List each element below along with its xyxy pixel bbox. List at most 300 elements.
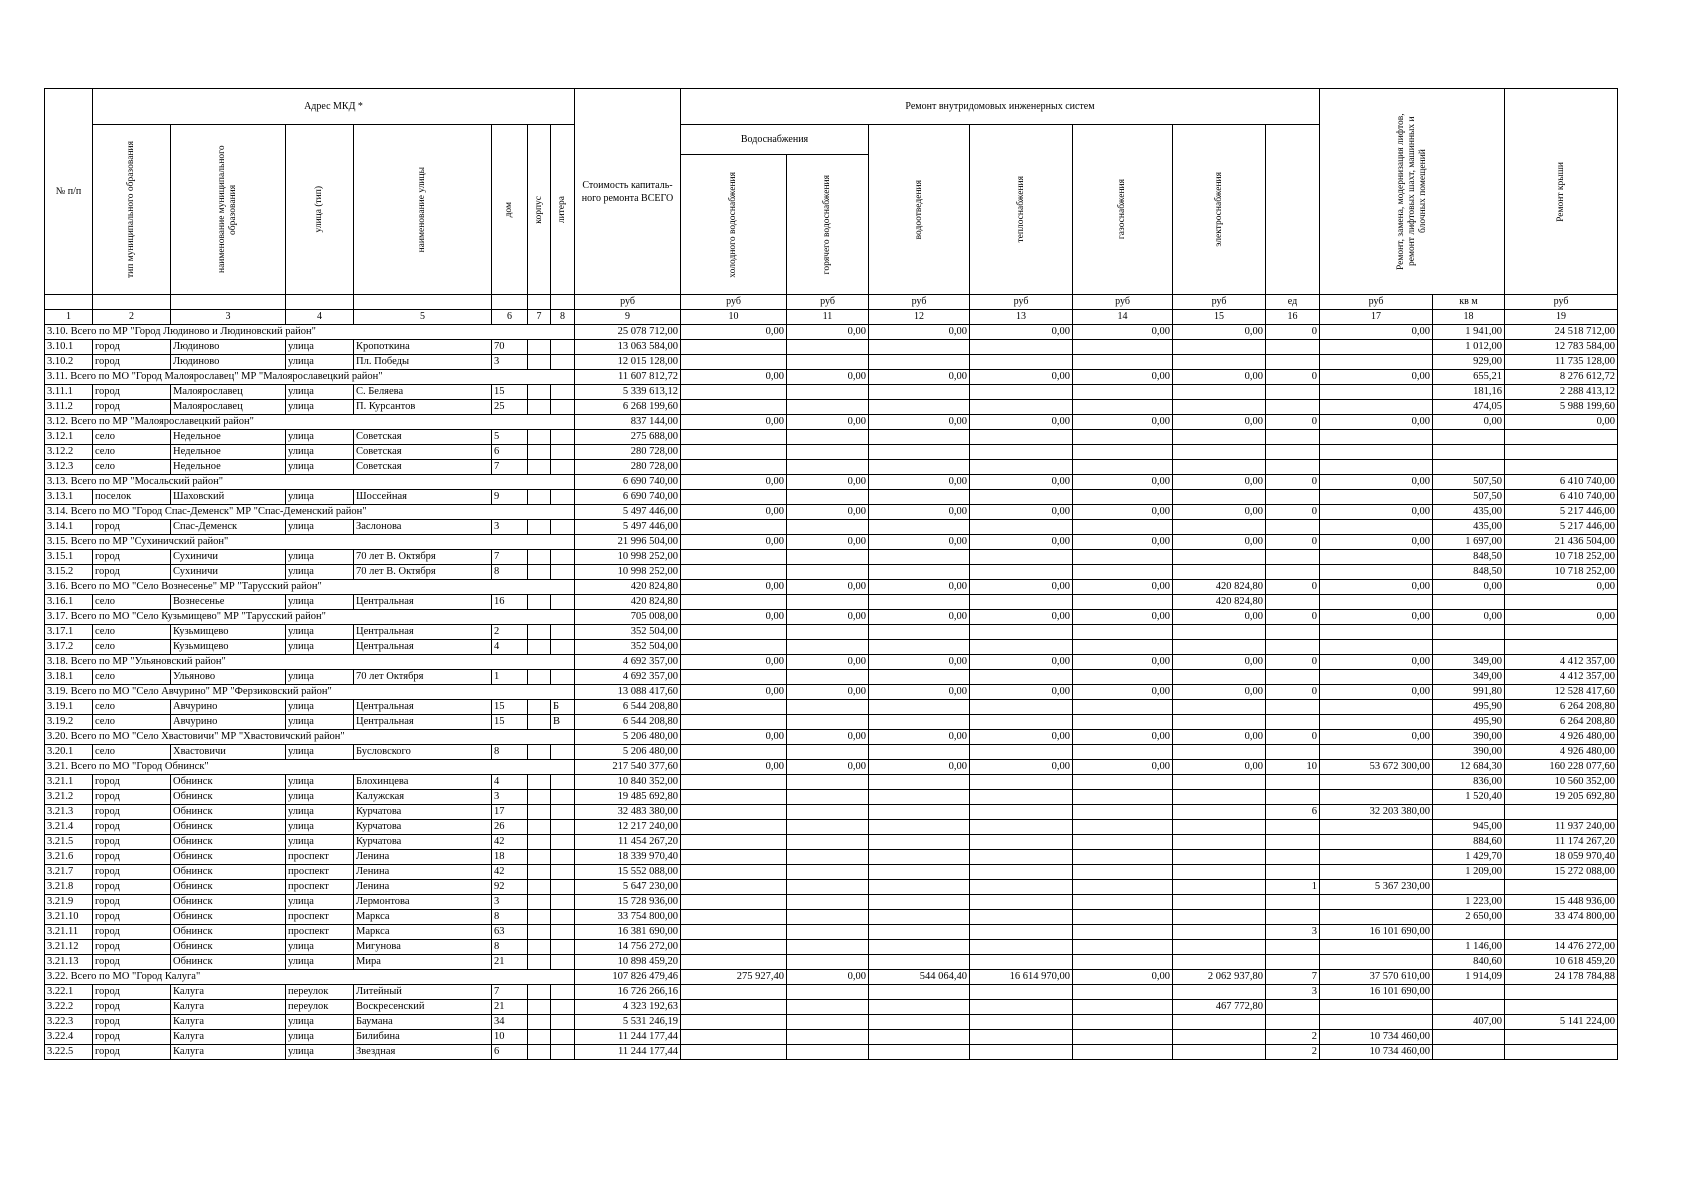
- value-cell: [1320, 715, 1433, 730]
- value-cell: 5 531 246,19: [575, 1015, 681, 1030]
- value-cell: [1073, 835, 1173, 850]
- value-cell: [681, 1030, 787, 1045]
- address-cell: Калуга: [171, 1000, 286, 1015]
- value-cell: [1073, 550, 1173, 565]
- address-cell: [528, 850, 551, 865]
- value-cell: 0: [1266, 325, 1320, 340]
- value-cell: [1073, 955, 1173, 970]
- address-cell: 3.21.9: [45, 895, 93, 910]
- value-cell: [970, 790, 1073, 805]
- address-cell: 2: [492, 625, 528, 640]
- value-cell: [681, 445, 787, 460]
- value-cell: [681, 805, 787, 820]
- address-cell: [551, 925, 575, 940]
- table-row: [45, 835, 1618, 850]
- value-cell: [681, 1015, 787, 1030]
- value-cell: 16 726 266,16: [575, 985, 681, 1000]
- address-cell: Центральная: [354, 625, 492, 640]
- value-cell: [1073, 745, 1173, 760]
- value-cell: [681, 625, 787, 640]
- value-cell: [1073, 355, 1173, 370]
- value-cell: [1320, 835, 1433, 850]
- address-group-header: Адрес МКД *: [93, 89, 575, 125]
- table-header: [45, 89, 1618, 325]
- value-cell: 11 244 177,44: [575, 1030, 681, 1045]
- value-cell: [869, 625, 970, 640]
- value-cell: [1073, 385, 1173, 400]
- value-cell: [787, 715, 869, 730]
- address-cell: город: [93, 895, 171, 910]
- address-cell: Вознесенье: [171, 595, 286, 610]
- address-cell: В: [551, 715, 575, 730]
- address-cell: 15: [492, 700, 528, 715]
- value-cell: 945,00: [1433, 820, 1505, 835]
- value-cell: 390,00: [1433, 745, 1505, 760]
- value-cell: 5 497 446,00: [575, 505, 681, 520]
- value-cell: 0,00: [1073, 655, 1173, 670]
- value-cell: [869, 460, 970, 475]
- value-cell: [869, 340, 970, 355]
- value-cell: [869, 670, 970, 685]
- unit-cell: кв м: [1433, 295, 1505, 310]
- value-cell: 0,00: [787, 580, 869, 595]
- value-cell: [787, 460, 869, 475]
- value-cell: [869, 550, 970, 565]
- address-cell: Недельное: [171, 430, 286, 445]
- address-cell: 3.22.1: [45, 985, 93, 1000]
- value-cell: 2: [1266, 1030, 1320, 1045]
- eng-col-header: холодного водоснабжения: [681, 155, 787, 295]
- value-cell: 0,00: [681, 730, 787, 745]
- address-cell: город: [93, 1000, 171, 1015]
- value-cell: [681, 460, 787, 475]
- value-cell: [681, 880, 787, 895]
- value-cell: [1505, 1030, 1618, 1045]
- value-cell: [1266, 550, 1320, 565]
- value-cell: 14 756 272,00: [575, 940, 681, 955]
- address-cell: 3.12.3: [45, 460, 93, 475]
- value-cell: [681, 1000, 787, 1015]
- value-cell: [1433, 985, 1505, 1000]
- value-cell: [1266, 1015, 1320, 1030]
- value-cell: [1266, 340, 1320, 355]
- table-row: [45, 940, 1618, 955]
- value-cell: 12 217 240,00: [575, 820, 681, 835]
- address-cell: 1: [492, 670, 528, 685]
- value-cell: 181,16: [1433, 385, 1505, 400]
- value-cell: 217 540 377,60: [575, 760, 681, 775]
- address-cell: 3: [492, 520, 528, 535]
- value-cell: [1320, 865, 1433, 880]
- value-cell: 160 228 077,60: [1505, 760, 1618, 775]
- value-cell: 0,00: [681, 655, 787, 670]
- value-cell: [1266, 565, 1320, 580]
- value-cell: 0,00: [681, 535, 787, 550]
- address-cell: Авчурино: [171, 700, 286, 715]
- value-cell: [1266, 865, 1320, 880]
- address-cell: 3.22.5: [45, 1045, 93, 1060]
- address-cell: [551, 1045, 575, 1060]
- address-cell: село: [93, 670, 171, 685]
- value-cell: 0,00: [681, 505, 787, 520]
- subtotal-row: [45, 535, 1618, 550]
- value-cell: [869, 445, 970, 460]
- value-cell: [681, 940, 787, 955]
- address-cell: С. Беляева: [354, 385, 492, 400]
- value-cell: 12 015 128,00: [575, 355, 681, 370]
- value-cell: 0,00: [1173, 415, 1266, 430]
- value-cell: 0,00: [681, 685, 787, 700]
- value-cell: [970, 850, 1073, 865]
- address-cell: 3.15.1: [45, 550, 93, 565]
- value-cell: [1266, 1000, 1320, 1015]
- address-cell: 8: [492, 910, 528, 925]
- address-cell: 70 лет В. Октября: [354, 565, 492, 580]
- value-cell: 836,00: [1433, 775, 1505, 790]
- address-cell: улица: [286, 745, 354, 760]
- address-cell: [528, 670, 551, 685]
- address-cell: [551, 910, 575, 925]
- value-cell: 5 339 613,12: [575, 385, 681, 400]
- value-cell: 0,00: [1073, 325, 1173, 340]
- value-cell: 1 697,00: [1433, 535, 1505, 550]
- engineering-group-header: Ремонт внутридомовых инженерных систем: [681, 89, 1320, 125]
- value-cell: [869, 985, 970, 1000]
- value-cell: [787, 775, 869, 790]
- address-cell: 3.21.4: [45, 820, 93, 835]
- value-cell: 275 688,00: [575, 430, 681, 445]
- col-index: 15: [1173, 310, 1266, 325]
- address-cell: улица: [286, 1030, 354, 1045]
- value-cell: [787, 835, 869, 850]
- value-cell: [970, 880, 1073, 895]
- value-cell: [787, 700, 869, 715]
- units-row: [45, 295, 1618, 310]
- address-cell: [551, 520, 575, 535]
- address-cell: село: [93, 715, 171, 730]
- value-cell: 0,00: [681, 370, 787, 385]
- value-cell: [681, 565, 787, 580]
- value-cell: [681, 340, 787, 355]
- address-cell: улица: [286, 700, 354, 715]
- address-cell: 8: [492, 565, 528, 580]
- address-cell: город: [93, 955, 171, 970]
- value-cell: [1433, 1000, 1505, 1015]
- addr-col-header: дом: [492, 125, 528, 295]
- subtotal-label: 3.19. Всего по МО "Село Авчурино" МР "Ферзиковский район": [45, 685, 575, 700]
- address-cell: 3.11.2: [45, 400, 93, 415]
- address-cell: улица: [286, 835, 354, 850]
- subtotal-row: [45, 505, 1618, 520]
- value-cell: [1073, 1000, 1173, 1015]
- value-cell: 705 008,00: [575, 610, 681, 625]
- value-cell: 0,00: [1320, 535, 1433, 550]
- subtotal-row: [45, 610, 1618, 625]
- table-row: [45, 715, 1618, 730]
- address-cell: Блохинцева: [354, 775, 492, 790]
- address-cell: 3.19.2: [45, 715, 93, 730]
- address-cell: Обнинск: [171, 865, 286, 880]
- value-cell: 2 062 937,80: [1173, 970, 1266, 985]
- address-cell: [551, 460, 575, 475]
- value-cell: [1320, 1000, 1433, 1015]
- address-cell: переулок: [286, 985, 354, 1000]
- value-cell: [1073, 940, 1173, 955]
- value-cell: [1433, 925, 1505, 940]
- address-cell: Литейный: [354, 985, 492, 1000]
- address-cell: 3.19.1: [45, 700, 93, 715]
- subtotal-label: 3.17. Всего по МО "Село Кузьмищево" МР "Тарусский район": [45, 610, 575, 625]
- value-cell: [1320, 895, 1433, 910]
- value-cell: 6 410 740,00: [1505, 490, 1618, 505]
- address-cell: переулок: [286, 1000, 354, 1015]
- address-cell: [551, 445, 575, 460]
- value-cell: [970, 865, 1073, 880]
- value-cell: 6 544 208,80: [575, 715, 681, 730]
- value-cell: 0,00: [1073, 580, 1173, 595]
- value-cell: [970, 400, 1073, 415]
- value-cell: 0,00: [869, 760, 970, 775]
- value-cell: 0,00: [681, 475, 787, 490]
- address-cell: село: [93, 460, 171, 475]
- address-cell: Воскресенский: [354, 1000, 492, 1015]
- address-cell: 7: [492, 460, 528, 475]
- value-cell: [1073, 910, 1173, 925]
- value-cell: [1173, 400, 1266, 415]
- value-cell: [1073, 565, 1173, 580]
- value-cell: 0,00: [787, 415, 869, 430]
- address-cell: Пл. Победы: [354, 355, 492, 370]
- address-cell: [528, 985, 551, 1000]
- value-cell: 0,00: [1173, 535, 1266, 550]
- value-cell: [869, 955, 970, 970]
- subtotal-row: [45, 685, 1618, 700]
- subtotal-label: 3.15. Всего по МР "Сухиничский район": [45, 535, 575, 550]
- value-cell: 0,00: [681, 610, 787, 625]
- value-cell: [681, 640, 787, 655]
- value-cell: [681, 850, 787, 865]
- value-cell: 420 824,80: [575, 595, 681, 610]
- address-cell: [551, 340, 575, 355]
- value-cell: 1 520,40: [1433, 790, 1505, 805]
- table-row: [45, 895, 1618, 910]
- value-cell: [681, 490, 787, 505]
- address-cell: 70 лет Октября: [354, 670, 492, 685]
- value-cell: [1173, 385, 1266, 400]
- col-index: 1: [45, 310, 93, 325]
- address-cell: Обнинск: [171, 820, 286, 835]
- value-cell: 18 339 970,40: [575, 850, 681, 865]
- table-row: [45, 385, 1618, 400]
- address-cell: 3.22.3: [45, 1015, 93, 1030]
- address-cell: [528, 1015, 551, 1030]
- value-cell: 1 223,00: [1433, 895, 1505, 910]
- value-cell: [681, 745, 787, 760]
- value-cell: [869, 790, 970, 805]
- address-cell: Обнинск: [171, 925, 286, 940]
- value-cell: 10 718 252,00: [1505, 565, 1618, 580]
- value-cell: 0,00: [869, 730, 970, 745]
- value-cell: 0,00: [1320, 325, 1433, 340]
- address-cell: [528, 925, 551, 940]
- value-cell: 1 209,00: [1433, 865, 1505, 880]
- value-cell: 0,00: [869, 475, 970, 490]
- value-cell: 884,60: [1433, 835, 1505, 850]
- value-cell: [970, 1015, 1073, 1030]
- value-cell: [1320, 385, 1433, 400]
- value-cell: 0: [1266, 370, 1320, 385]
- col-index: 9: [575, 310, 681, 325]
- value-cell: [1266, 955, 1320, 970]
- value-cell: [970, 565, 1073, 580]
- address-cell: село: [93, 700, 171, 715]
- value-cell: 0,00: [970, 655, 1073, 670]
- value-cell: 2 288 413,12: [1505, 385, 1618, 400]
- address-cell: Ленина: [354, 865, 492, 880]
- value-cell: 16 381 690,00: [575, 925, 681, 940]
- address-cell: Центральная: [354, 700, 492, 715]
- address-cell: город: [93, 835, 171, 850]
- address-cell: улица: [286, 775, 354, 790]
- value-cell: [1320, 460, 1433, 475]
- address-cell: город: [93, 355, 171, 370]
- value-cell: 5 988 199,60: [1505, 400, 1618, 415]
- value-cell: 275 927,40: [681, 970, 787, 985]
- address-cell: 18: [492, 850, 528, 865]
- address-cell: Курчатова: [354, 835, 492, 850]
- unit-cell: руб: [970, 295, 1073, 310]
- value-cell: [681, 955, 787, 970]
- subtotal-label: 3.16. Всего по МО "Село Вознесенье" МР "Тарусский район": [45, 580, 575, 595]
- value-cell: 420 824,80: [1173, 595, 1266, 610]
- address-cell: [528, 910, 551, 925]
- table-row: [45, 1045, 1618, 1060]
- address-cell: Центральная: [354, 715, 492, 730]
- address-cell: [551, 805, 575, 820]
- address-cell: 3.21.3: [45, 805, 93, 820]
- address-cell: Билибина: [354, 1030, 492, 1045]
- address-cell: улица: [286, 940, 354, 955]
- value-cell: 0,00: [970, 610, 1073, 625]
- value-cell: [787, 490, 869, 505]
- value-cell: 0,00: [1073, 475, 1173, 490]
- value-cell: 32 203 380,00: [1320, 805, 1433, 820]
- value-cell: [1173, 910, 1266, 925]
- value-cell: [787, 430, 869, 445]
- col-index: 4: [286, 310, 354, 325]
- col-index: 16: [1266, 310, 1320, 325]
- value-cell: [1073, 805, 1173, 820]
- value-cell: [1073, 400, 1173, 415]
- value-cell: 0,00: [787, 970, 869, 985]
- value-cell: 0,00: [869, 415, 970, 430]
- value-cell: 655,21: [1433, 370, 1505, 385]
- address-cell: 42: [492, 835, 528, 850]
- table-row: [45, 865, 1618, 880]
- address-cell: 15: [492, 715, 528, 730]
- value-cell: [869, 1030, 970, 1045]
- value-cell: 24 518 712,00: [1505, 325, 1618, 340]
- address-cell: село: [93, 445, 171, 460]
- table-row: [45, 1000, 1618, 1015]
- table-row: [45, 550, 1618, 565]
- value-cell: [787, 865, 869, 880]
- eng-col-header: газоснабжения: [1073, 125, 1173, 295]
- address-cell: город: [93, 820, 171, 835]
- address-cell: Кузьмищево: [171, 625, 286, 640]
- value-cell: 3: [1266, 985, 1320, 1000]
- address-cell: город: [93, 880, 171, 895]
- value-cell: [1173, 625, 1266, 640]
- col-index: 3: [171, 310, 286, 325]
- value-cell: [1073, 865, 1173, 880]
- unit-cell: ед: [1266, 295, 1320, 310]
- value-cell: [970, 625, 1073, 640]
- value-cell: [970, 445, 1073, 460]
- value-cell: [787, 985, 869, 1000]
- value-cell: [869, 1000, 970, 1015]
- value-cell: [970, 940, 1073, 955]
- value-cell: [970, 355, 1073, 370]
- value-cell: [787, 1000, 869, 1015]
- value-cell: [869, 895, 970, 910]
- value-cell: [1073, 1045, 1173, 1060]
- value-cell: 0,00: [787, 730, 869, 745]
- value-cell: 848,50: [1433, 550, 1505, 565]
- address-cell: П. Курсантов: [354, 400, 492, 415]
- eng-col-header: электроснабжения: [1173, 125, 1266, 295]
- value-cell: [1073, 625, 1173, 640]
- value-cell: [1173, 925, 1266, 940]
- address-cell: улица: [286, 820, 354, 835]
- value-cell: 10 998 252,00: [575, 565, 681, 580]
- address-cell: проспект: [286, 865, 354, 880]
- address-cell: улица: [286, 520, 354, 535]
- table-row: [45, 805, 1618, 820]
- address-cell: 6: [492, 445, 528, 460]
- address-cell: 3.14.1: [45, 520, 93, 535]
- address-cell: [551, 955, 575, 970]
- address-cell: Кузьмищево: [171, 640, 286, 655]
- value-cell: 0,00: [1073, 535, 1173, 550]
- address-cell: Обнинск: [171, 895, 286, 910]
- value-cell: [1173, 1045, 1266, 1060]
- address-cell: 6: [492, 1045, 528, 1060]
- value-cell: [787, 625, 869, 640]
- address-cell: [551, 775, 575, 790]
- col-index: 10: [681, 310, 787, 325]
- value-cell: 0,00: [787, 655, 869, 670]
- value-cell: [1173, 445, 1266, 460]
- value-cell: [681, 1045, 787, 1060]
- address-cell: 3.15.2: [45, 565, 93, 580]
- address-cell: [528, 625, 551, 640]
- value-cell: [681, 550, 787, 565]
- address-cell: проспект: [286, 880, 354, 895]
- addr-col-header: тип муниципального образования: [93, 125, 171, 295]
- address-cell: [551, 625, 575, 640]
- value-cell: 991,80: [1433, 685, 1505, 700]
- value-cell: 0,00: [869, 610, 970, 625]
- unit-cell: руб: [681, 295, 787, 310]
- value-cell: [1266, 850, 1320, 865]
- table-row: [45, 955, 1618, 970]
- subtotal-label: 3.21. Всего по МО "Город Обнинск": [45, 760, 575, 775]
- value-cell: 5 497 446,00: [575, 520, 681, 535]
- value-cell: [970, 1030, 1073, 1045]
- address-cell: Недельное: [171, 445, 286, 460]
- address-cell: улица: [286, 1045, 354, 1060]
